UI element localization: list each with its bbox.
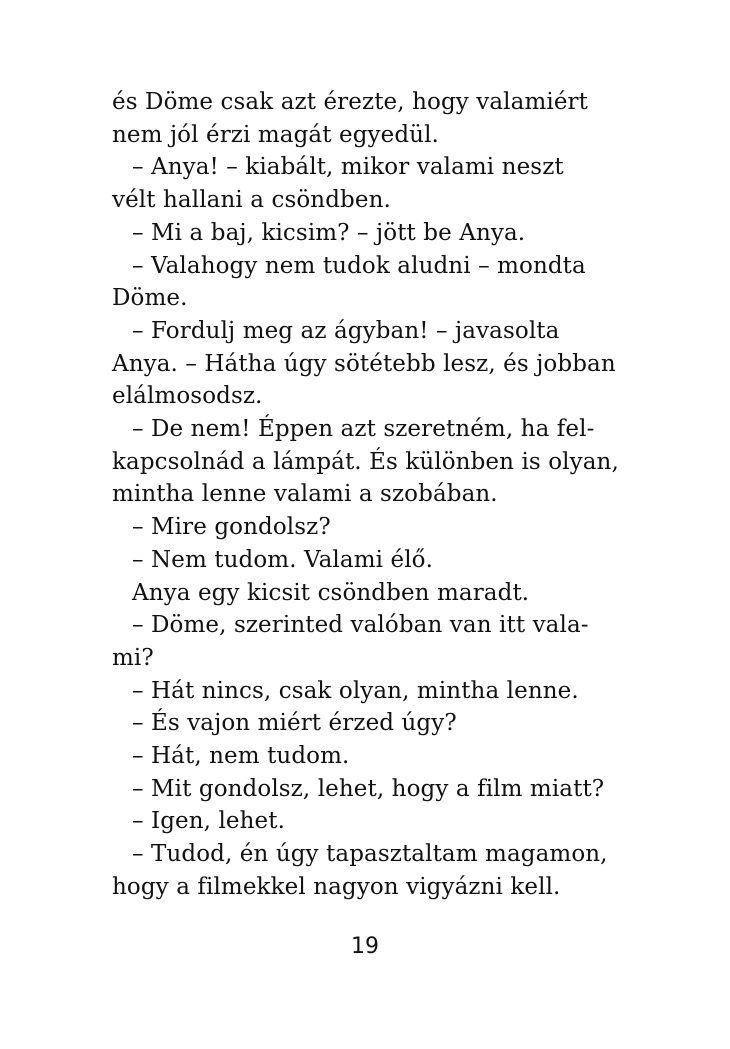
text-line: Anya egy kicsit csöndben maradt.	[132, 579, 530, 606]
text-line: kapcsolnád a lámpát. És különben is olyan,	[112, 448, 619, 475]
text-line: – Fordulj meg az ágyban! – javasolta	[132, 317, 560, 344]
text-line: – Mire gondolsz?	[132, 514, 331, 541]
text-line: – Tudod, én úgy tapasztaltam magamon,	[132, 841, 608, 868]
text-line: – Hát nincs, csak olyan, mintha lenne.	[132, 677, 579, 704]
page-body-text	[112, 86, 619, 904]
text-line: Döme.	[112, 285, 188, 312]
page-number: 19	[351, 934, 379, 959]
text-line: nem jól érzi magát egyedül.	[112, 121, 439, 148]
text-line: hogy a filmekkel nagyon vigyázni kell.	[112, 873, 561, 900]
text-line: – Mit gondolsz, lehet, hogy a film miatt?	[132, 775, 605, 802]
text-line: és Döme csak azt érezte, hogy valamiért	[112, 89, 588, 115]
text-line: – Anya! – kiabált, mikor valami neszt	[132, 154, 564, 181]
text-line: – Valahogy nem tudok aludni – mondta	[132, 252, 586, 279]
text-line: mi?	[112, 644, 154, 671]
text-line: – Döme, szerinted valóban van itt vala-	[132, 612, 589, 639]
text-line: – Nem tudom. Valami élő.	[132, 546, 434, 573]
text-line: – Hát, nem tudom.	[132, 743, 350, 770]
text-line: elálmosodsz.	[112, 383, 263, 410]
text-line: – És vajon miért érzed úgy?	[132, 710, 457, 737]
text-line: Anya. – Hátha úgy sötétebb lesz, és jobban	[112, 350, 616, 377]
text-line: – De nem! Éppen azt szeretném, ha fel-	[132, 416, 595, 443]
text-line: – Mi a baj, kicsim? – jött be Anya.	[132, 219, 526, 246]
text-line: mintha lenne valami a szobában.	[112, 481, 498, 508]
text-line: vélt hallani a csöndben.	[112, 187, 391, 214]
text-line: – Igen, lehet.	[132, 808, 286, 835]
